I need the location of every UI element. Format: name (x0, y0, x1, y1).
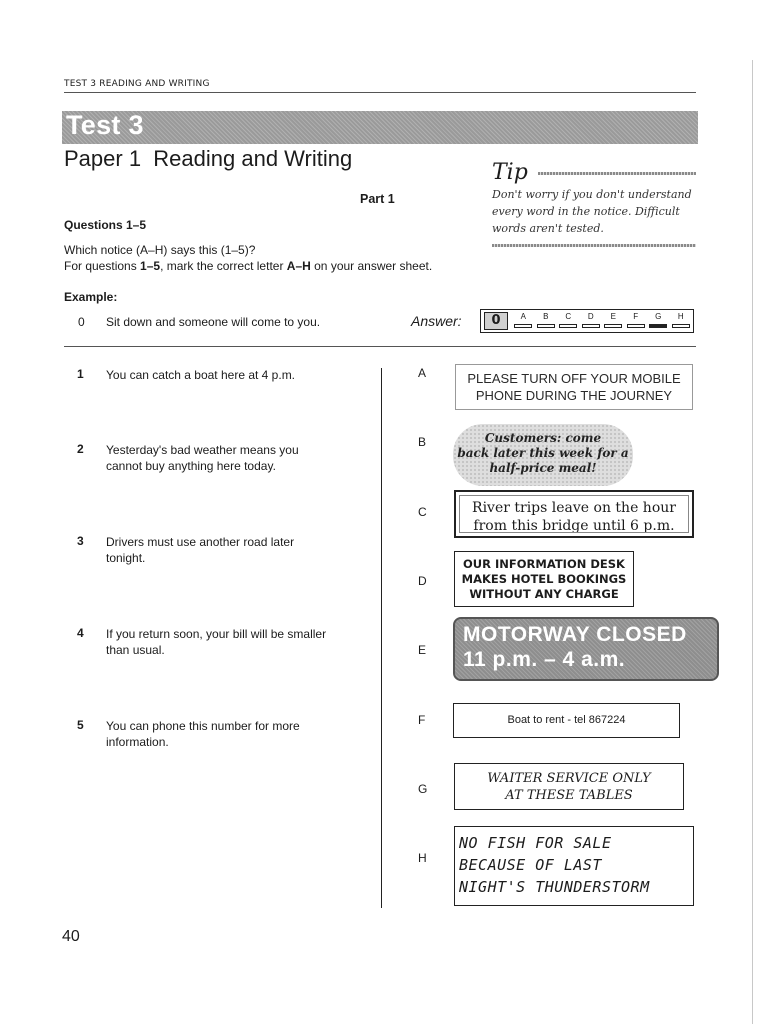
answer-slot (514, 324, 532, 328)
answer-slot (627, 324, 645, 328)
instruction-line-1: Which notice (A–H) says this (1–5)? (64, 243, 256, 257)
running-head: TEST 3 READING AND WRITING (64, 79, 210, 89)
instr-text: For questions (64, 259, 141, 273)
tip-line: words aren't tested. (492, 222, 604, 235)
answer-letter-e (602, 312, 625, 328)
paper-title: Paper 1 Reading and Writing (64, 146, 353, 171)
answer-letter-text: E (610, 312, 616, 321)
example-label: Example: (64, 290, 118, 304)
notice-e (453, 617, 719, 681)
answer-letters (512, 312, 692, 328)
part-label: Part 1 (360, 192, 395, 206)
example-text: Sit down and someone will come to you. (106, 315, 321, 329)
notice-letter-h: H (418, 851, 427, 865)
question-line: If you return soon, your bill will be smaller (106, 627, 327, 641)
question-text (106, 442, 336, 474)
answer-letter-text: D (587, 312, 594, 321)
instr-bold: A–H (286, 259, 311, 273)
notice-line: AT THESE TABLES (505, 788, 633, 803)
question-text (106, 367, 336, 383)
notice-letter-b: B (418, 435, 427, 449)
notice-line: BECAUSE OF LAST (459, 856, 602, 874)
answer-letter-d (580, 312, 603, 328)
answer-slot (649, 324, 667, 328)
notice-letter-g: G (418, 782, 428, 796)
question-number: 5 (77, 718, 84, 732)
question-line: You can catch a boat here at 4 p.m. (106, 368, 296, 382)
answer-slot (537, 324, 555, 328)
question-line: information. (106, 735, 169, 749)
notice-line: NO FISH FOR SALE (459, 834, 612, 852)
tip-title: Tip (492, 160, 528, 185)
notice-line: MAKES HOTEL BOOKINGS (461, 572, 627, 586)
notice-line: Boat to rent - tel 867224 (507, 714, 626, 726)
question-line: Yesterday's bad weather means you (106, 443, 299, 457)
notice-line: half-price meal! (489, 461, 597, 475)
notice-letter-a: A (418, 366, 427, 380)
notice-line: OUR INFORMATION DESK (463, 557, 625, 571)
answer-label: Answer: (411, 313, 462, 329)
notice-f (453, 703, 680, 738)
question-number: 4 (77, 626, 84, 640)
instr-text: , mark the correct letter (160, 259, 287, 273)
answer-letter-f (625, 312, 648, 328)
answer-letter-text: G (655, 312, 662, 321)
notice-letter-e: E (418, 643, 427, 657)
answer-letter-h (670, 312, 693, 328)
answer-letter-text: F (633, 312, 639, 321)
notice-c (454, 490, 694, 538)
notice-line: MOTORWAY CLOSED (463, 623, 687, 646)
notice-line: from this bridge until 6 p.m. (473, 518, 675, 534)
section-rule (64, 346, 696, 347)
notice-line: 11 p.m. – 4 a.m. (463, 648, 626, 671)
notice-letter-f: F (418, 713, 426, 727)
instr-text: on your answer sheet. (310, 259, 433, 273)
test-title: Test 3 (66, 110, 144, 140)
instructions (64, 242, 432, 274)
notice-line: Customers: come (484, 431, 602, 445)
notice-line: WAITER SERVICE ONLY (487, 771, 651, 786)
question-number: 2 (77, 442, 84, 456)
notice-h (454, 826, 694, 906)
instruction-line-2 (64, 258, 432, 274)
question-line: tonight. (106, 551, 146, 565)
notice-b (453, 424, 633, 486)
notice-line: back later this week for a (457, 446, 629, 460)
title-band (62, 111, 698, 144)
answer-letter-a (512, 312, 535, 328)
question-line: Drivers must use another road later (106, 535, 295, 549)
question-text (106, 718, 336, 750)
question-line: cannot buy anything here today. (106, 459, 276, 473)
answer-box (480, 309, 694, 333)
answer-letter-text: H (677, 312, 684, 321)
notice-letter-d: D (418, 574, 427, 588)
tip-line: Don't worry if you don't understand (492, 188, 692, 201)
example-number: 0 (78, 315, 85, 329)
question-line: You can phone this number for more (106, 719, 300, 733)
questions-heading: Questions 1–5 (64, 218, 147, 232)
header-rule (64, 92, 696, 93)
answer-letter-b (535, 312, 558, 328)
question-line: than usual. (106, 643, 165, 657)
answer-letter-g (647, 312, 670, 328)
answer-letter-text: A (520, 312, 526, 321)
tip-decoration-top (538, 172, 696, 175)
page-edge (752, 60, 753, 1024)
question-text (106, 534, 336, 566)
notice-d (454, 551, 634, 607)
notice-g (454, 763, 684, 810)
answer-slot (604, 324, 622, 328)
instr-bold: 1–5 (140, 259, 161, 273)
notice-line: PHONE DURING THE JOURNEY (475, 388, 673, 403)
column-divider (381, 368, 382, 908)
page-number: 40 (62, 928, 80, 945)
answer-letter-text: C (565, 312, 572, 321)
notice-line: NIGHT'S THUNDERSTORM (459, 878, 650, 896)
notice-letter-c: C (418, 505, 427, 519)
notice-line: PLEASE TURN OFF YOUR MOBILE (467, 371, 681, 386)
tip-decoration-bottom (492, 244, 696, 247)
notice-a (455, 364, 693, 410)
tip-line: every word in the notice. Difficult (492, 205, 680, 218)
tip-text (492, 186, 702, 237)
answer-letter-text: B (543, 312, 549, 321)
question-number: 1 (77, 367, 84, 381)
notice-line: WITHOUT ANY CHARGE (469, 587, 619, 601)
answer-letter-c (557, 312, 580, 328)
answer-slot (559, 324, 577, 328)
question-number: 3 (77, 534, 84, 548)
question-text (106, 626, 336, 658)
notice-line: River trips leave on the hour (472, 500, 676, 516)
answer-slot (582, 324, 600, 328)
answer-slot (672, 324, 690, 328)
answer-number: 0 (484, 312, 508, 330)
